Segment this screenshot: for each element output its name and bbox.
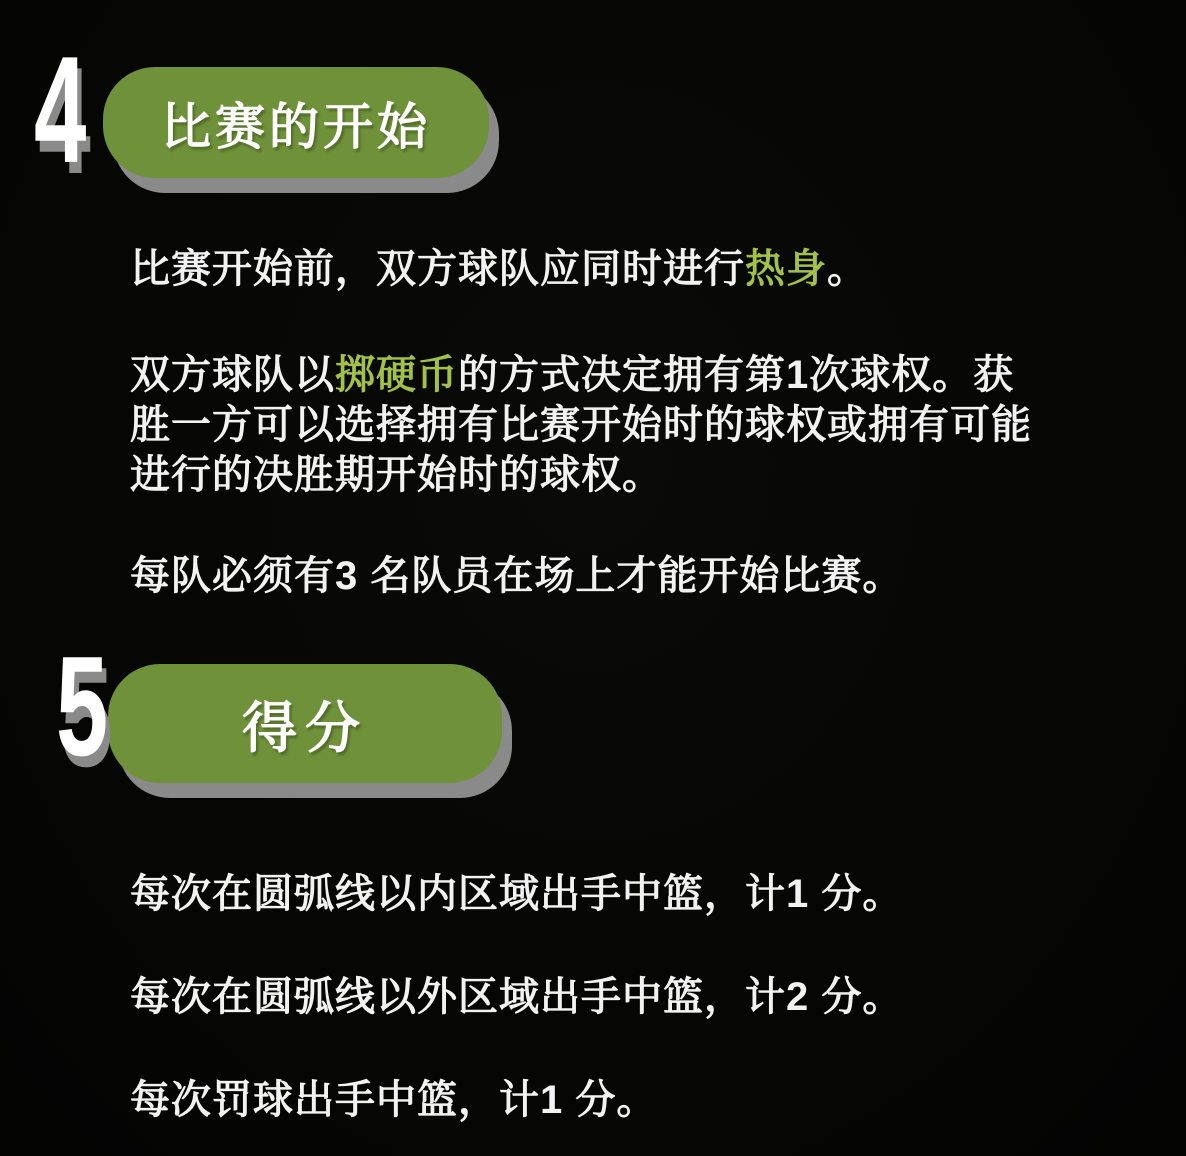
section-title-game-start: 比赛的开始 xyxy=(161,98,431,155)
section-title-scoring: 得分 xyxy=(241,697,368,759)
section-number-4: 4 xyxy=(34,25,87,195)
paragraph-line: 进行的决胜期开始时的球权。 xyxy=(130,453,663,497)
score-outside-arc-paragraph: 每次在圆弧线以外区域出手中篮，计2 分。 xyxy=(130,975,904,1019)
warmup-paragraph xyxy=(130,244,868,294)
text-run: 的方式决定拥有第1次球权。获 xyxy=(458,353,1015,397)
min-players-paragraph: 每队必须有3 名队员在场上才能开始比赛。 xyxy=(130,554,904,598)
text-run: 。 xyxy=(827,247,868,291)
section-title-pill-game-start xyxy=(103,67,489,178)
text-run: 双方球队以 xyxy=(130,353,335,397)
free-throw-paragraph: 每次罚球出手中篮，计1 分。 xyxy=(130,1078,658,1122)
section-title-pill-scoring xyxy=(108,664,502,783)
coin-toss-paragraph xyxy=(130,350,1032,500)
section-number-5: 5 xyxy=(56,627,109,786)
highlight-warmup: 热身 xyxy=(745,247,827,291)
text-run: 比赛开始前，双方球队应同时进行 xyxy=(130,247,745,291)
paragraph-line: 胜一方可以选择拥有比赛开始时的球权或拥有可能 xyxy=(130,403,1032,447)
score-inside-arc-paragraph: 每次在圆弧线以内区域出手中篮，计1 分。 xyxy=(130,872,904,916)
paragraph-line xyxy=(130,353,1014,397)
highlight-coin-toss: 掷硬币 xyxy=(335,353,458,397)
